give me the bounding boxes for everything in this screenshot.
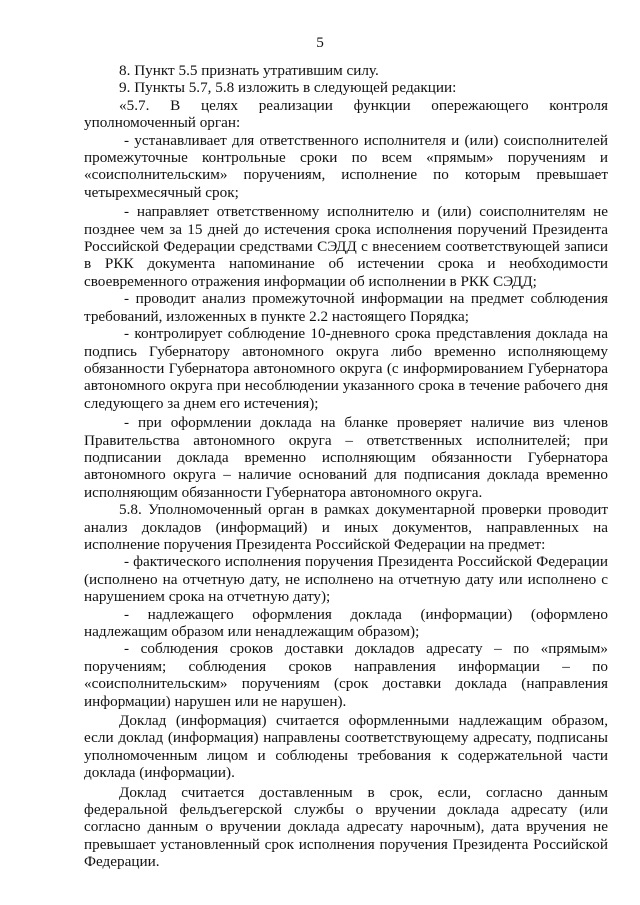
list-item-actual-execution: - фактического исполнения поручения Президента Российской Федерации (исполнено на отчетную дату, не исполнено на отчетную дату или исполнено с нарушением срока на отчетную дату); <box>84 553 608 606</box>
paragraph-5-7-intro: «5.7. В целях реализации функции опережающего контроля уполномоченный орган: <box>84 96 608 132</box>
paragraph-item-8: 8. Пункт 5.5 признать утратившим силу. <box>119 62 379 79</box>
paragraph-item-9: 9. Пункты 5.7, 5.8 изложить в следующей редакции: <box>119 79 457 97</box>
list-item-proper-formatting: - надлежащего оформления доклада (информации) (оформлено надлежащим образом или ненадлежащим образом); <box>84 605 608 640</box>
page-number: 5 <box>316 34 324 51</box>
list-item-10-day-control: - контролирует соблюдение 10-дневного срока представления доклада на подпись Губернатору автономного округа либо временно исполняющему обязанности Губернатора автономного округа (с информированием Губернатора автономного округа при несоблюдении указанного срока в течение рабочего дня следующего за днем его истечения); <box>84 325 608 412</box>
paragraph-on-time-definition: Доклад считается доставленным в срок, если, согласно данным федеральной фельдъегерской службы о вручении доклада адресату (или согласно данным о вручении доклада адресату нарочным), дата вручения не превышает установленный срок исполнения поручения Президента Российской Федерации. <box>84 783 608 871</box>
list-item-interim-deadlines: - устанавливает для ответственного исполнителя и (или) соисполнителей промежуточные контрольные сроки по всем «прямым» поручениям и «соисполнительским» поручениям, исполнение по которым превышает четырехмесячный срок; <box>84 131 608 201</box>
list-item-delivery-terms: - соблюдения сроков доставки докладов адресату – по «прямым» поручениям; соблюдения сроков направления информации – по «соисполнительским» поручениям (срок доставки доклада (направления информации) нарушен или не нарушен). <box>84 640 608 710</box>
list-item-reminder: - направляет ответственному исполнителю и (или) соисполнителям не позднее чем за 15 дней до истечения срока исполнения поручений Президента Российской Федерации средствами СЭДД с внесением соответствующей записи в РКК документа напоминание об истечении срока и необходимости своевременного отражения информации об исполнении в РКК СЭДД; <box>84 203 608 290</box>
list-item-interim-analysis: - проводит анализ промежуточной информации на предмет соблюдения требований, изложенных в пункте 2.2 настоящего Порядка; <box>84 290 608 325</box>
document-body <box>84 62 608 871</box>
list-item-visa-check: - при оформлении доклада на бланке проверяет наличие виз членов Правительства автономного округа – ответственных исполнителей; при подписании доклада временно исполняющим обязанности Губернатора автономного округа – наличие оснований для подписания доклада временно исполняющим обязанности Губернатора автономного округа. <box>84 414 608 501</box>
paragraph-proper-format-definition: Доклад (информация) считается оформленными надлежащим образом, если доклад (информация) направлены соответствующему адресату, подписаны уполномоченным лицом и соблюдены требования к содержательной части доклада (информации). <box>84 712 608 782</box>
paragraph-5-8-intro: 5.8. Уполномоченный орган в рамках документарной проверки проводит анализ докладов (информаций) и иных документов, направленных на исполнение поручения Президента Российской Федерации на предмет: <box>84 501 608 553</box>
